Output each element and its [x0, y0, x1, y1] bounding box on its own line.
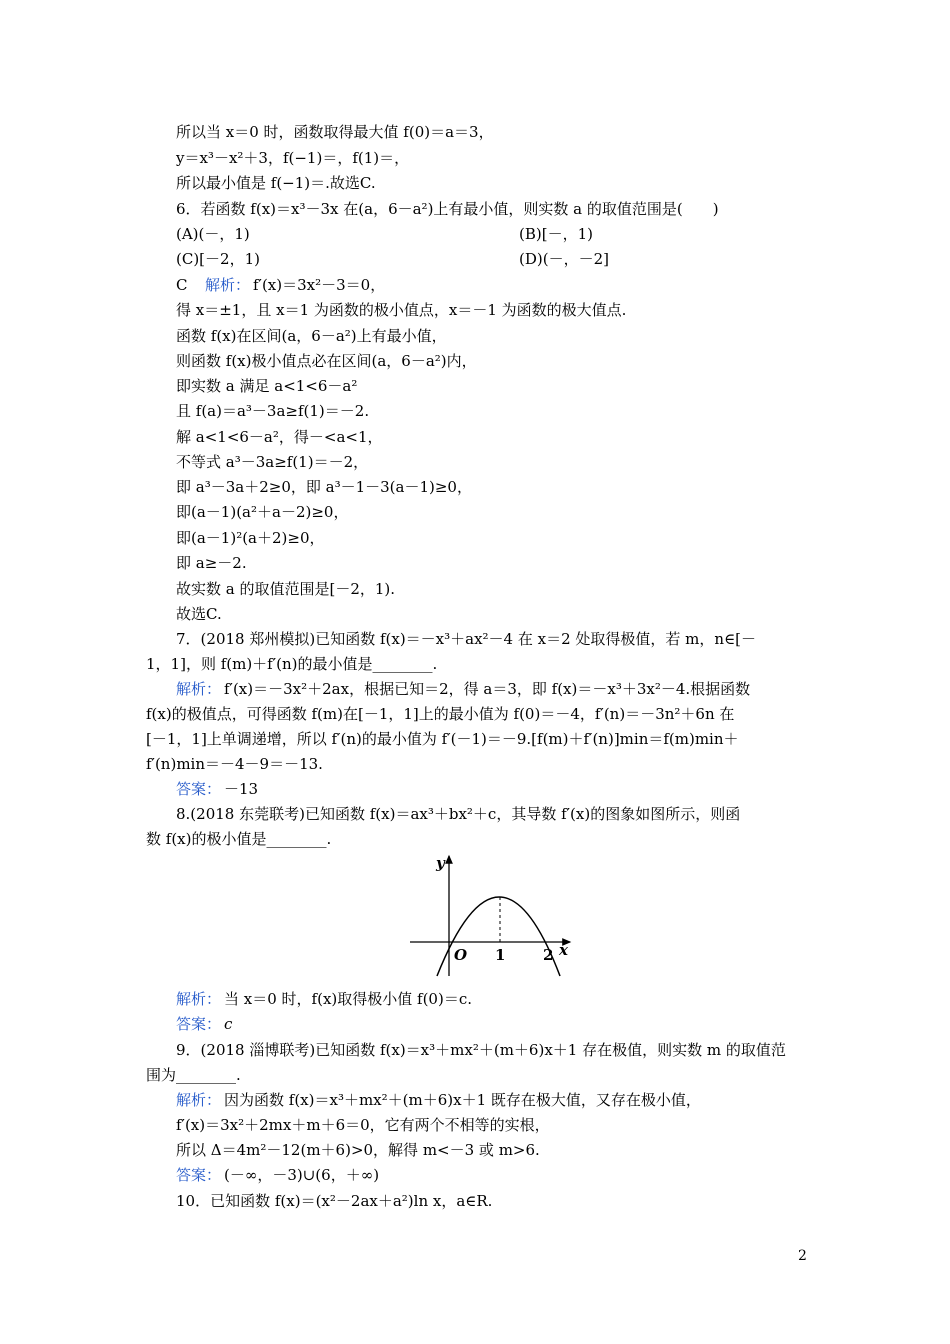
text-line: [－1，1]上单调递增，所以 f′(n)的最小值为 f′(－1)＝－9.[f(m)＋f′(n)]min＝f(m)min＋	[146, 730, 739, 748]
analysis-label: 解析：	[176, 680, 222, 698]
answer-value: －13	[224, 780, 259, 798]
text-line: 1，1]，则 f(m)＋f′(n)的最小值是________.	[146, 655, 438, 673]
text-line: f′(n)min＝－4－9＝－13.	[146, 755, 323, 773]
text-line: f′(x)＝－3x²＋2ax，根据已知＝2，得 a＝3，即 f(x)＝－x³＋3x²－4.根据函数	[224, 680, 751, 698]
text-line: 即(a－1)(a²＋a－2)≥0，	[176, 503, 349, 521]
answer-label: 答案：	[176, 1166, 222, 1184]
question-10: 10．已知函数 f(x)＝(x²－2ax＋a²)ln x，a∈R.	[176, 1192, 493, 1210]
option-d: (D)(－，－2]	[519, 250, 609, 268]
tick-label-2: 2	[543, 946, 554, 964]
question-8: 8.(2018 东莞联考)已知函数 f(x)＝ax³＋bx²＋c，其导数 f′(x)的图象如图所示，则函	[176, 805, 741, 823]
text-line: 所以最小值是 f(−1)＝.故选C.	[176, 174, 376, 192]
text-line: 所以 Δ＝4m²－12(m＋6)>0，解得 m<－3 或 m>6.	[176, 1141, 540, 1159]
answer-label: 答案：	[176, 780, 222, 798]
text-line: 围为________.	[146, 1066, 241, 1084]
text-line: 因为函数 f(x)＝x³＋mx²＋(m＋6)x＋1 既存在极大值，又存在极小值，	[224, 1091, 701, 1109]
option-c: (C)[－2，1)	[176, 250, 260, 268]
analysis-label: 解析：	[176, 1091, 222, 1109]
answer-value: (－∞，－3)∪(6，＋∞)	[224, 1166, 380, 1184]
text-line: 故实数 a 的取值范围是[－2，1).	[176, 580, 396, 598]
text-line: 当 x＝0 时，f(x)取得极小值 f(0)＝c.	[224, 990, 472, 1008]
text-line: 函数 f(x)在区间(a，6－a²)上有最小值，	[176, 327, 447, 345]
text-line: f′(x)＝3x²＋2mx＋m＋6＝0，它有两个不相等的实根，	[176, 1116, 550, 1134]
text-line: 即(a－1)²(a＋2)≥0，	[176, 529, 325, 547]
text-line: 数 f(x)的极小值是________.	[146, 830, 332, 848]
text-line: y＝x³－x²＋3，f(−1)＝，f(1)＝，	[176, 149, 410, 167]
text-line: 则函数 f(x)极小值点必在区间(a，6－a²)内，	[176, 352, 477, 370]
text-line: 即 a≥－2.	[176, 554, 247, 572]
answer-choice: C	[176, 276, 188, 294]
question-9: 9．(2018 淄博联考)已知函数 f(x)＝x³＋mx²＋(m＋6)x＋1 存在极值，则实数 m 的取值范	[176, 1041, 786, 1059]
y-label: y	[436, 854, 445, 872]
text-line: 解 a<1<6－a²，得－<a<1，	[176, 428, 383, 446]
option-a: (A)(－，1)	[176, 225, 250, 243]
analysis-label: 解析：	[176, 990, 222, 1008]
page-number: 2	[798, 1248, 807, 1264]
analysis-label: 解析：	[205, 276, 251, 294]
origin-label: O	[454, 946, 468, 964]
text-line: 不等式 a³－3a≥f(1)＝－2，	[176, 453, 369, 471]
text-line: 且 f(a)＝a³－3a≥f(1)＝－2.	[176, 402, 370, 420]
text-line: f′(x)＝3x²－3＝0，	[253, 276, 386, 294]
text-line: 得 x＝±1，且 x＝1 为函数的极小值点，x＝－1 为函数的极大值点.	[176, 301, 627, 319]
question-7: 7．(2018 郑州模拟)已知函数 f(x)＝－x³＋ax²－4 在 x＝2 处取得极值，若 m，n∈[－	[176, 630, 757, 648]
text-line: 即 a³－3a＋2≥0，即 a³－1－3(a－1)≥0，	[176, 478, 472, 496]
option-b: (B)[－，1)	[519, 225, 593, 243]
answer-value: c	[224, 1015, 233, 1033]
tick-label-1: 1	[495, 946, 506, 964]
derivative-graph	[408, 848, 578, 980]
answer-label: 答案：	[176, 1015, 222, 1033]
x-label: x	[559, 941, 568, 959]
text-line: 即实数 a 满足 a<1<6－a²	[176, 377, 358, 395]
parabola-curve	[437, 897, 560, 976]
text-line: 故选C.	[176, 605, 222, 623]
question-6: 6．若函数 f(x)＝x³－3x 在(a，6－a²)上有最小值，则实数 a 的取值范围是( )	[176, 200, 719, 218]
text-line: 所以当 x＝0 时，函数取得最大值 f(0)＝a＝3，	[176, 123, 494, 141]
text-line: f(x)的极值点，可得函数 f(m)在[－1，1]上的最小值为 f(0)＝－4，f′(n)＝－3n²＋6n 在	[146, 705, 735, 723]
